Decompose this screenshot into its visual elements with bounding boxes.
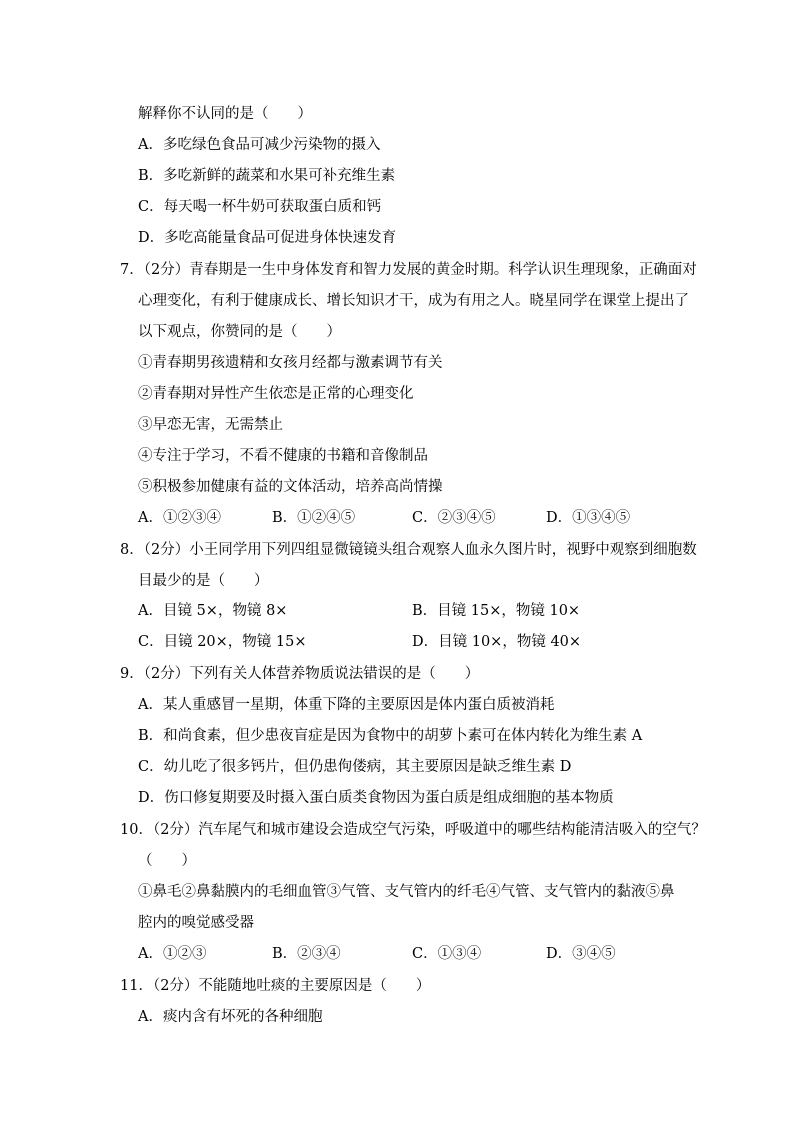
q10-statements-line-1: ①鼻毛②鼻黏膜内的毛细血管③气管、支气管内的纤毛④气管、支气管内的黏液⑤鼻 — [138, 884, 675, 900]
q10-option-d: D．③④⑤ — [546, 946, 616, 962]
q7-stem-line-2: 心理变化，有利于健康成长、增长知识才干，成为有用之人。晓星同学在课堂上提出了 — [138, 293, 689, 309]
q8-option-a: A．目镜 5×，物镜 8× — [138, 603, 288, 619]
q6-option-d: D．多吃高能量食品可促进身体快速发育 — [138, 230, 397, 246]
q6-stem-end: 解释你不认同的是（ ） — [138, 106, 312, 122]
q7-statement-4: ④专注于学习，不看不健康的书籍和音像制品 — [138, 448, 428, 464]
q10-stem-line-2: （ ） — [138, 853, 196, 869]
q8-stem-line-1: 8．（2分）小王同学用下列四组显微镜镜头组合观察人血永久图片时，视野中观察到细胞数 — [120, 542, 697, 558]
q7-option-a: A．①②③④ — [138, 510, 221, 526]
q7-option-d: D．①③④⑤ — [546, 510, 631, 526]
q9-option-a: A．某人重感冒一星期，体重下降的主要原因是体内蛋白质被消耗 — [138, 697, 555, 713]
q9-option-d: D．伤口修复期要及时摄入蛋白质类食物因为蛋白质是组成细胞的基本物质 — [138, 790, 614, 806]
q7-stem-line-1: 7．（2分）青春期是一生中身体发育和智力发展的黄金时期。科学认识生理现象，正确面对 — [120, 262, 697, 278]
q7-statement-5: ⑤积极参加健康有益的文体活动，培养高尚情操 — [138, 479, 443, 495]
q7-option-b: B．①②④⑤ — [272, 510, 356, 526]
q6-option-c: C．每天喝一杯牛奶可获取蛋白质和钙 — [138, 199, 382, 215]
q10-stem-line-1: 10．（2分）汽车尾气和城市建设会造成空气污染，呼吸道中的哪些结构能清洁吸入的空气？ — [120, 822, 706, 838]
q8-option-c: C．目镜 20×，物镜 15× — [138, 634, 307, 650]
q7-statement-2: ②青春期对异性产生依恋是正常的心理变化 — [138, 386, 414, 402]
q9-option-b: B．和尚食素，但少患夜盲症是因为食物中的胡萝卜素可在体内转化为维生素 A — [138, 728, 643, 744]
q7-statement-3: ③早恋无害，无需禁止 — [138, 417, 283, 433]
q10-option-c: C．①③④ — [412, 946, 482, 962]
q9-option-c: C．幼儿吃了很多钙片，但仍患佝偻病，其主要原因是缺乏维生素 D — [138, 759, 572, 775]
q7-option-c: C．②③④⑤ — [412, 510, 496, 526]
q11-stem: 11．（2分）不能随地吐痰的主要原因是（ ） — [120, 978, 431, 994]
q11-option-a: A．痰内含有坏死的各种细胞 — [138, 1009, 323, 1025]
q7-stem-line-3: 以下观点，你赞同的是（ ） — [138, 324, 341, 340]
q6-option-a: A．多吃绿色食品可减少污染物的摄入 — [138, 137, 381, 153]
q9-stem: 9．（2分）下列有关人体营养物质说法错误的是（ ） — [120, 666, 480, 682]
q10-statements-line-2: 腔内的嗅觉感受器 — [138, 915, 254, 931]
q6-option-b: B．多吃新鲜的蔬菜和水果可补充维生素 — [138, 168, 396, 184]
q8-stem-line-2: 目最少的是（ ） — [138, 573, 269, 589]
q8-option-b: B．目镜 15×，物镜 10× — [412, 603, 581, 619]
q10-option-b: B．②③④ — [272, 946, 341, 962]
q8-option-d: D．目镜 10×，物镜 40× — [412, 634, 582, 650]
q7-statement-1: ①青春期男孩遗精和女孩月经都与激素调节有关 — [138, 355, 443, 371]
q10-option-a: A．①②③ — [138, 946, 207, 962]
